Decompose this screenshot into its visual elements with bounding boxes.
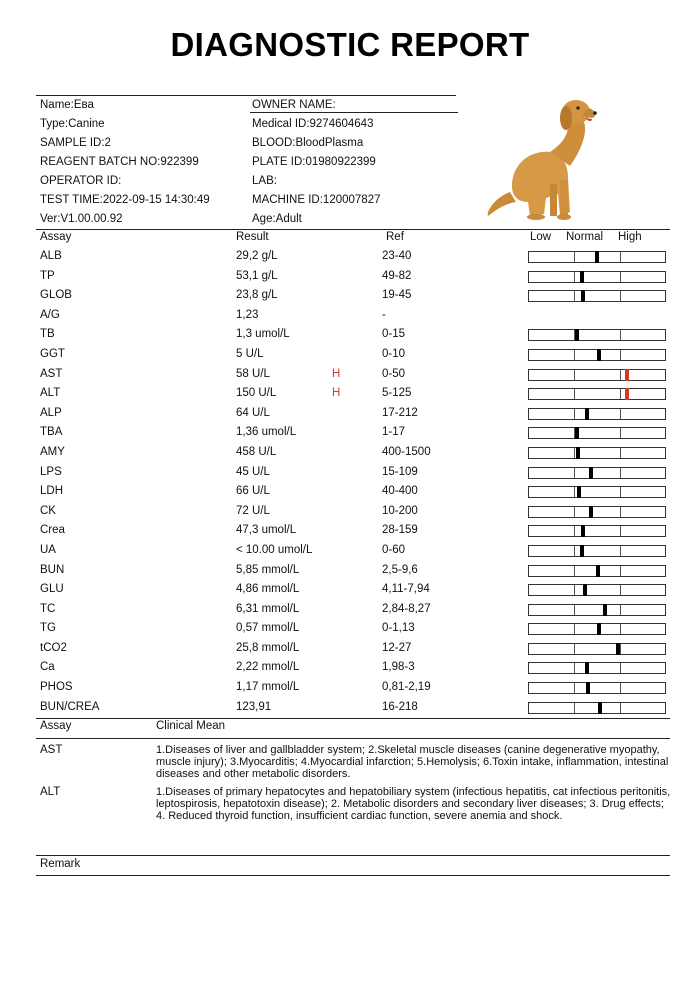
assay-ref: 15-109: [382, 465, 418, 478]
range-marker: [625, 369, 629, 381]
assay-row: [40, 483, 670, 503]
ref-column-header: Ref: [386, 231, 404, 243]
range-marker: [580, 271, 584, 283]
assay-result: 0,57 mmol/L: [236, 622, 300, 635]
result-column-header: Result: [236, 231, 269, 243]
assay-name: CK: [40, 504, 56, 517]
assay-ref: 17-212: [382, 406, 418, 419]
range-marker: [575, 329, 579, 341]
range-marker: [589, 467, 593, 479]
assay-ref: 12-27: [382, 641, 412, 654]
range-bar: [528, 623, 666, 635]
range-divider: [574, 546, 575, 556]
assay-result: 23,8 g/L: [236, 289, 278, 302]
range-divider: [620, 546, 621, 556]
report-title: DIAGNOSTIC REPORT: [170, 26, 530, 63]
assay-row: [40, 268, 670, 288]
range-divider: [620, 566, 621, 576]
patient-info-field: TEST TIME:2022-09-15 14:30:49: [40, 194, 210, 206]
range-bar: [528, 467, 666, 479]
range-marker: [595, 251, 599, 263]
range-bar: [528, 486, 666, 498]
assay-row: [40, 542, 670, 562]
assay-ref: 23-40: [382, 250, 412, 262]
range-bar: [528, 662, 666, 674]
assay-result: 25,8 mmol/L: [236, 641, 300, 654]
range-divider: [620, 428, 621, 438]
range-bar: [528, 565, 666, 577]
assay-row: [40, 385, 670, 405]
assay-ref: 5-125: [382, 387, 412, 400]
patient-info-field: BLOOD:BloodPlasma: [252, 137, 364, 149]
assay-result: 1,3 umol/L: [236, 328, 290, 341]
range-divider: [574, 585, 575, 595]
range-divider: [620, 272, 621, 282]
range-divider: [574, 370, 575, 380]
assay-row: [40, 581, 670, 601]
assay-row: [40, 562, 670, 582]
assay-name: BUN/CREA: [40, 700, 100, 713]
assay-result: 45 U/L: [236, 465, 270, 478]
assay-row: [40, 464, 670, 484]
assay-result: 58 U/L: [236, 367, 270, 380]
assay-flag: H: [332, 387, 341, 400]
assay-column-header: Assay: [40, 231, 72, 243]
assay-result: 29,2 g/L: [236, 250, 278, 262]
range-marker: [603, 604, 607, 616]
patient-info-field: Name:Ева: [40, 99, 94, 111]
range-divider: [574, 252, 575, 262]
patient-info-field: REAGENT BATCH NO:922399: [40, 156, 199, 168]
range-divider: [620, 526, 621, 536]
remark-bottom-line: [36, 875, 670, 876]
patient-info-field: Type:Canine: [40, 118, 105, 130]
range-marker: [585, 662, 589, 674]
assay-ref: 16-218: [382, 700, 418, 713]
range-divider: [574, 291, 575, 301]
assay-ref: -: [382, 308, 386, 321]
assay-name: TP: [40, 269, 55, 282]
assay-bottom-line: [36, 718, 670, 719]
range-divider: [620, 448, 621, 458]
range-divider: [620, 663, 621, 673]
range-marker: [589, 506, 593, 518]
assay-ref: 0-1,13: [382, 622, 415, 635]
range-marker: [625, 388, 629, 400]
range-bar: [528, 349, 666, 361]
clinical-mean-header: Clinical Mean: [156, 720, 226, 732]
assay-name: TC: [40, 602, 56, 615]
range-divider: [620, 468, 621, 478]
range-divider: [574, 663, 575, 673]
range-marker: [616, 643, 620, 655]
assay-result: 1,36 umol/L: [236, 426, 297, 439]
assay-row: [40, 659, 670, 679]
assay-row: [40, 346, 670, 366]
assay-name: BUN: [40, 563, 65, 576]
clinical-item-name: ALT: [40, 786, 61, 798]
assay-row: [40, 679, 670, 699]
range-marker: [576, 447, 580, 459]
assay-result: 6,31 mmol/L: [236, 602, 300, 615]
assay-name: LDH: [40, 485, 64, 498]
range-divider: [620, 487, 621, 497]
assay-row: [40, 424, 670, 444]
range-marker: [583, 584, 587, 596]
range-divider: [574, 683, 575, 693]
range-marker: [598, 702, 602, 714]
clinical-item-text: 1.Diseases of primary hepatocytes and hepatobiliary system (infectious hepatitis, cat infectious peritonitis, leptospirosis, hepatotoxin disease); 2. Metabolic disorders and secondary liver diseases; 3. Drug effects; 4. Reduced thyroid function, insufficient cardiac function, severe anemia and shock.: [156, 786, 671, 822]
assay-name: tCO2: [40, 641, 67, 654]
assay-name: TG: [40, 622, 56, 635]
assay-result: 4,86 mmol/L: [236, 583, 300, 596]
assay-ref: 4,11-7,94: [382, 583, 430, 596]
assay-result: < 10.00 umol/L: [236, 543, 313, 556]
range-divider: [574, 468, 575, 478]
normal-label: Normal: [566, 231, 604, 243]
assay-name: PHOS: [40, 681, 73, 694]
range-divider: [620, 370, 621, 380]
range-divider: [574, 507, 575, 517]
assay-name: AMY: [40, 445, 65, 458]
range-divider: [574, 350, 575, 360]
range-bar: [528, 545, 666, 557]
patient-info-right: [252, 96, 380, 229]
range-divider: [620, 507, 621, 517]
range-bar: [528, 506, 666, 518]
assay-result: 123,91: [236, 700, 272, 713]
assay-row: [40, 444, 670, 464]
assay-result: 5 U/L: [236, 347, 264, 360]
range-bar: [528, 290, 666, 302]
assay-result: 53,1 g/L: [236, 269, 278, 282]
assay-name: TB: [40, 328, 55, 341]
range-divider: [620, 252, 621, 262]
range-divider: [574, 409, 575, 419]
assay-row: [40, 307, 670, 327]
range-marker: [577, 486, 581, 498]
patient-info-field: Age:Adult: [252, 213, 302, 225]
assay-ref: 2,84-8,27: [382, 602, 431, 615]
range-bar: [528, 271, 666, 283]
range-divider: [620, 703, 621, 713]
assay-row: [40, 503, 670, 523]
patient-info-field: Medical ID:9274604643: [252, 118, 374, 130]
range-bar: [528, 388, 666, 400]
assay-ref: 400-1500: [382, 445, 431, 458]
range-divider: [620, 683, 621, 693]
range-divider: [574, 644, 575, 654]
range-divider: [620, 389, 621, 399]
assay-result: 5,85 mmol/L: [236, 563, 300, 576]
range-divider: [620, 605, 621, 615]
range-bar: [528, 682, 666, 694]
assay-row: [40, 326, 670, 346]
range-divider: [574, 487, 575, 497]
assay-ref: 28-159: [382, 524, 418, 537]
assay-ref: 0-10: [382, 347, 406, 360]
range-divider: [620, 409, 621, 419]
range-bar: [528, 584, 666, 596]
assay-row: [40, 601, 670, 621]
assay-row: [40, 287, 670, 307]
range-marker: [585, 408, 589, 420]
assay-ref: 19-45: [382, 289, 412, 302]
assay-name: GGT: [40, 347, 65, 360]
patient-info-field: MACHINE ID:120007827: [252, 194, 381, 206]
assay-row: [40, 620, 670, 640]
patient-info-field: OWNER NAME:: [252, 99, 336, 111]
range-divider: [574, 389, 575, 399]
range-bar: [528, 427, 666, 439]
assay-name: ALP: [40, 406, 62, 419]
assay-result: 72 U/L: [236, 504, 270, 517]
assay-result: 2,22 mmol/L: [236, 661, 300, 674]
assay-name: A/G: [40, 308, 60, 321]
assay-ref: 0,81-2,19: [382, 681, 431, 694]
assay-row: [40, 522, 670, 542]
assay-name: Crea: [40, 524, 65, 537]
assay-table: [40, 248, 670, 718]
assay-ref: 0-60: [382, 543, 406, 556]
range-divider: [620, 291, 621, 301]
patient-info-field: SAMPLE ID:2: [40, 137, 111, 149]
assay-name: UA: [40, 543, 56, 556]
range-divider: [574, 272, 575, 282]
range-divider: [620, 624, 621, 634]
range-marker: [575, 427, 579, 439]
range-bar: [528, 329, 666, 341]
range-divider: [574, 566, 575, 576]
range-divider: [574, 703, 575, 713]
range-divider: [620, 585, 621, 595]
assay-ref: 0-50: [382, 367, 406, 380]
assay-ref: 49-82: [382, 269, 412, 282]
assay-name: ALT: [40, 387, 61, 400]
assay-name: AST: [40, 367, 63, 380]
remark-label: Remark: [40, 858, 81, 870]
assay-ref: 1,98-3: [382, 661, 415, 674]
assay-result: 1,23: [236, 308, 259, 321]
range-bar: [528, 447, 666, 459]
patient-info-left: [40, 96, 210, 229]
assay-result: 66 U/L: [236, 485, 270, 498]
assay-name: Ca: [40, 661, 55, 674]
range-marker: [581, 525, 585, 537]
assay-ref: 1-17: [382, 426, 406, 439]
high-label: High: [618, 231, 642, 243]
assay-ref: 2,5-9,6: [382, 563, 418, 576]
assay-name: TBA: [40, 426, 63, 439]
range-marker: [586, 682, 590, 694]
low-label: Low: [530, 231, 552, 243]
range-bar: [528, 643, 666, 655]
range-bar: [528, 251, 666, 263]
range-divider: [574, 605, 575, 615]
assay-row: [40, 248, 670, 268]
range-divider: [574, 526, 575, 536]
range-marker: [597, 349, 601, 361]
clinical-item-text: 1.Diseases of liver and gallbladder system; 2.Skeletal muscle diseases (canine degenerative myopathy, muscle injury); 3.Myocarditis; 4.Myocardial infarction; 5.Hemolysis; 6.Toxin intake, inflammation, intestinal diseases and other metabolic disorders.: [156, 744, 669, 780]
assay-result: 150 U/L: [236, 387, 277, 400]
range-divider: [620, 350, 621, 360]
clinical-header-line: [36, 738, 670, 739]
clinical-assay-header: Assay: [40, 720, 72, 732]
assay-ref: 0-15: [382, 328, 406, 341]
remark-top-line: [36, 855, 670, 856]
assay-result: 1,17 mmol/L: [236, 681, 300, 694]
assay-row: [40, 640, 670, 660]
patient-info-field: Ver:V1.00.00.92: [40, 213, 123, 225]
range-marker: [580, 545, 584, 557]
assay-ref: 10-200: [382, 504, 418, 517]
assay-name: GLOB: [40, 289, 72, 302]
range-bar: [528, 525, 666, 537]
range-bar: [528, 702, 666, 714]
range-divider: [574, 624, 575, 634]
assay-result: 458 U/L: [236, 445, 277, 458]
range-marker: [581, 290, 585, 302]
assay-row: [40, 366, 670, 386]
range-bar: [528, 408, 666, 420]
patient-info-field: PLATE ID:01980922399: [252, 156, 376, 168]
range-divider: [574, 448, 575, 458]
patient-info-field: OPERATOR ID:: [40, 175, 122, 187]
dog-photo: [472, 94, 602, 226]
clinical-item-name: AST: [40, 744, 63, 756]
assay-row: [40, 699, 670, 719]
assay-table-header: [40, 230, 670, 246]
assay-ref: 40-400: [382, 485, 418, 498]
assay-name: GLU: [40, 583, 64, 596]
range-marker: [596, 565, 600, 577]
assay-name: ALB: [40, 250, 62, 262]
assay-flag: H: [332, 367, 341, 380]
patient-info-field: LAB:: [252, 175, 277, 187]
assay-result: 64 U/L: [236, 406, 270, 419]
range-bar: [528, 369, 666, 381]
range-marker: [597, 623, 601, 635]
range-divider: [620, 330, 621, 340]
assay-name: LPS: [40, 465, 62, 478]
range-bar: [528, 604, 666, 616]
assay-result: 47,3 umol/L: [236, 524, 297, 537]
assay-row: [40, 405, 670, 425]
